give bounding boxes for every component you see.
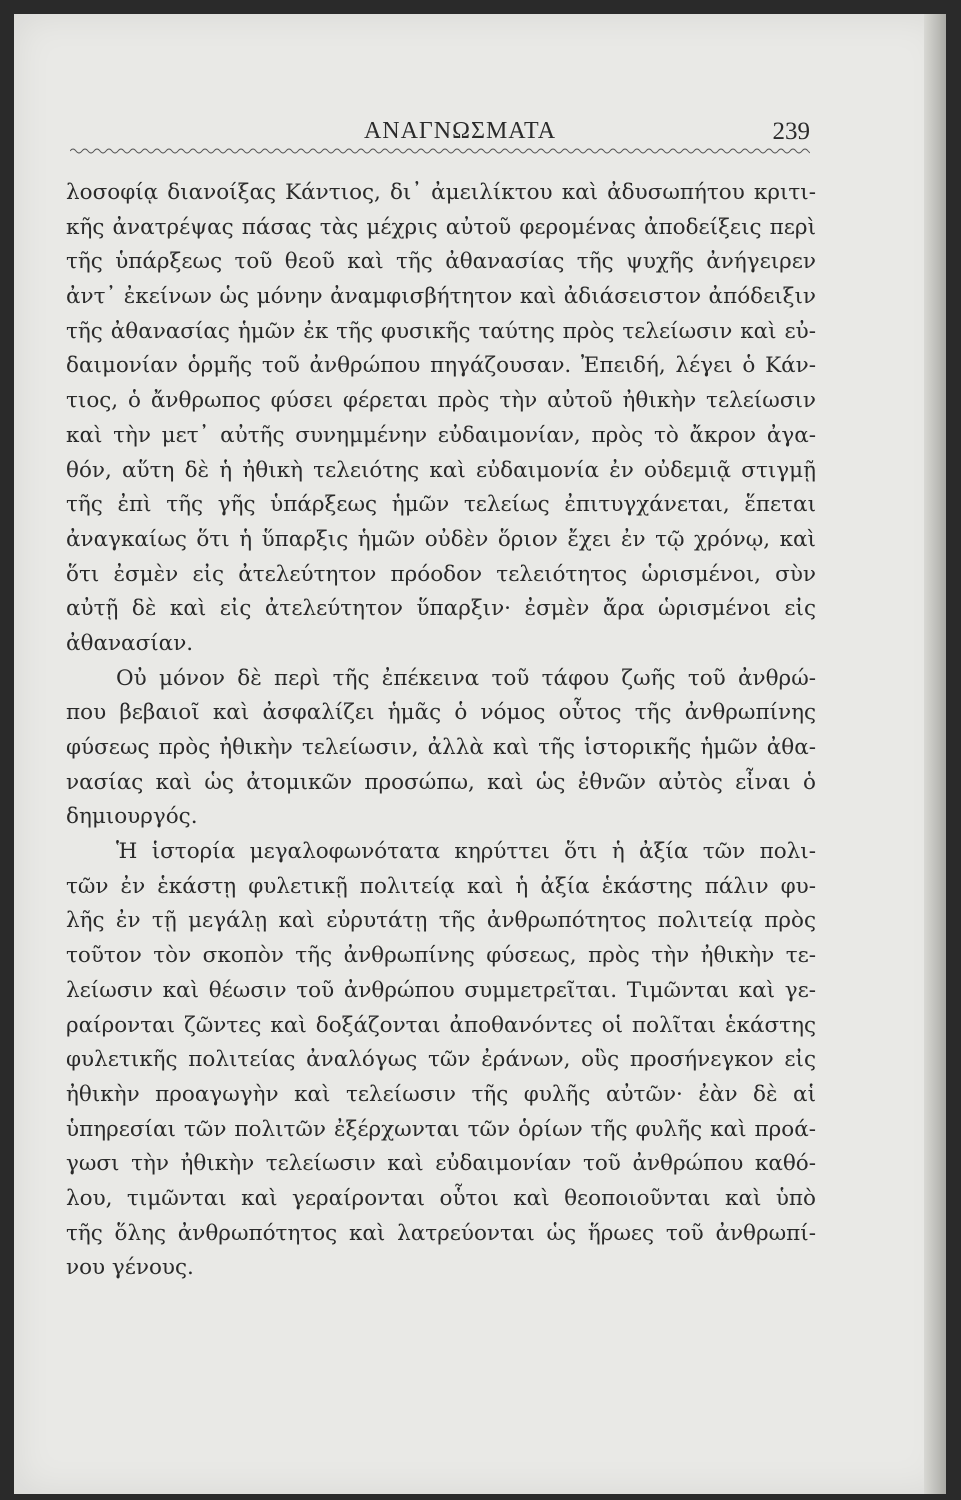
text-line: τῶν ἐν ἑκάστῃ φυλετικῇ πολιτείᾳ καὶ ἡ ἀξία ἑκάστης πάλιν φυ- bbox=[66, 873, 816, 899]
text-line: λοσοφίᾳ διανοίξας Κάντιος, δι᾽ ἀμειλίκτου καὶ ἀδυσωπήτου κριτι- bbox=[66, 180, 816, 205]
header-wavy-rule bbox=[70, 146, 810, 156]
text-line: ἀναγκαίως ὅτι ἡ ὕπαρξις ἡμῶν οὐδὲν ὅριον ἔχει ἐν τῷ χρόνῳ, καὶ bbox=[66, 526, 816, 552]
paragraph-1 bbox=[66, 176, 816, 662]
text-line: Οὐ μόνον δὲ περὶ τῆς ἐπέκεινα τοῦ τάφου ζωῆς τοῦ ἀνθρώ- bbox=[116, 665, 816, 691]
text-line: τῆς ἐπὶ τῆς γῆς ὑπάρξεως ἡμῶν τελείως ἐπιτυγχάνεται, ἕπεται bbox=[66, 492, 816, 518]
text-line: λῆς ἐν τῇ μεγάλῃ καὶ εὐρυτάτῃ τῆς ἀνθρωπότητος πολιτείᾳ πρὸς bbox=[66, 908, 816, 934]
text-line: ὅτι ἐσμὲν εἰς ἀτελεύτητον πρόοδον τελειότητος ὡρισμένοι, σὺν bbox=[66, 561, 816, 587]
text-line: ἀθανασίαν. bbox=[66, 630, 194, 656]
text-line: τῆς ὅλης ἀνθρωπότητος καὶ λατρεύονται ὡς ἥρωες τοῦ ἀνθρωπί- bbox=[66, 1220, 816, 1246]
text-line: κῆς ἀνατρέψας πάσας τὰς μέχρις αὐτοῦ φερομένας ἀποδείξεις περὶ bbox=[66, 214, 816, 240]
running-title: ΑΝΑΓΝΩΣΜΑΤΑ bbox=[363, 118, 557, 144]
text-line: αὐτῇ δὲ καὶ εἰς ἀτελεύτητον ὕπαρξιν· ἐσμὲν ἄρα ὡρισμένοι εἰς bbox=[66, 596, 816, 622]
text-line: ραίρονται ζῶντες καὶ δοξάζονται ἀποθανόντες οἱ πολῖται ἑκάστης bbox=[66, 1012, 816, 1038]
text-line: δημιουργός. bbox=[66, 804, 198, 830]
text-line: ἀντ᾽ ἐκείνων ὡς μόνην ἀναμφισβήτητον καὶ ἀδιάσειστον ἀπόδειξιν bbox=[66, 284, 816, 310]
text-line: τοῦτον τὸν σκοπὸν τῆς ἀνθρωπίνης φύσεως, πρὸς τὴν ἠθικὴν τε- bbox=[66, 943, 816, 969]
text-line: ὑπηρεσίαι τῶν πολιτῶν ἐξέρχωνται τῶν ὁρίων τῆς φυλῆς καὶ προά- bbox=[66, 1116, 816, 1142]
body-text bbox=[66, 176, 816, 1286]
paragraph-3 bbox=[66, 835, 816, 1286]
text-line: θόν, αὕτη δὲ ἡ ἠθικὴ τελειότης καὶ εὐδαιμονία ἐν οὐδεμιᾷ στιγμῇ bbox=[66, 457, 816, 483]
text-line: φύσεως πρὸς ἠθικὴν τελείωσιν, ἀλλὰ καὶ τῆς ἱστορικῆς ἡμῶν ἀθα- bbox=[66, 735, 816, 760]
text-line: λου, τιμῶνται καὶ γεραίρονται οὗτοι καὶ θεοποιοῦνται καὶ ὑπὸ bbox=[66, 1185, 816, 1211]
text-line: νασίας καὶ ὡς ἀτομικῶν προσώπω, καὶ ὡς ἐθνῶν αὐτὸς εἶναι ὁ bbox=[66, 769, 816, 795]
text-line: γωσι τὴν ἠθικὴν τελείωσιν καὶ εὐδαιμονίαν τοῦ ἀνθρώπου καθό- bbox=[66, 1151, 816, 1177]
text-line: καὶ τὴν μετ᾽ αὐτῆς συνημμένην εὐδαιμονίαν, πρὸς τὸ ἄκρον ἀγα- bbox=[66, 422, 816, 448]
text-line: λείωσιν καὶ θέωσιν τοῦ ἀνθρώπου συμμετρεῖται. Τιμῶνται καὶ γε- bbox=[66, 977, 816, 1003]
text-line: Ἡ ἱστορία μεγαλοφωνότατα κηρύττει ὅτι ἡ ἀξία τῶν πολι- bbox=[116, 839, 816, 865]
text-line: δαιμονίαν ὁρμῆς τοῦ ἀνθρώπου πηγάζουσαν. Ἐπειδή, λέγει ὁ Κάν- bbox=[66, 353, 816, 379]
text-line: που βεβαιοῖ καὶ ἀσφαλίζει ἡμᾶς ὁ νόμος οὗτος τῆς ἀνθρωπίνης bbox=[66, 700, 816, 726]
page-edge bbox=[924, 14, 946, 1494]
text-line: τῆς ἀθανασίας ἡμῶν ἐκ τῆς φυσικῆς ταύτης πρὸς τελείωσιν καὶ εὐ- bbox=[66, 318, 816, 344]
page-number: 239 bbox=[772, 118, 810, 145]
text-line: τῆς ὑπάρξεως τοῦ θεοῦ καὶ τῆς ἀθανασίας τῆς ψυχῆς ἀνήγειρεν bbox=[66, 249, 816, 275]
text-line: φυλετικῆς πολιτείας ἀναλόγως τῶν ἐράνων, οὓς προσήνεγκον εἰς bbox=[66, 1047, 816, 1073]
text-line: τιος, ὁ ἄνθρωπος φύσει φέρεται πρὸς τὴν αὐτοῦ ἠθικὴν τελείωσιν bbox=[66, 388, 816, 414]
text-line: νου γένους. bbox=[66, 1255, 194, 1281]
text-line: ἠθικὴν προαγωγὴν καὶ τελείωσιν τῆς φυλῆς αὐτῶν· ἐὰν δὲ αἱ bbox=[66, 1081, 816, 1107]
paragraph-2 bbox=[66, 662, 816, 835]
